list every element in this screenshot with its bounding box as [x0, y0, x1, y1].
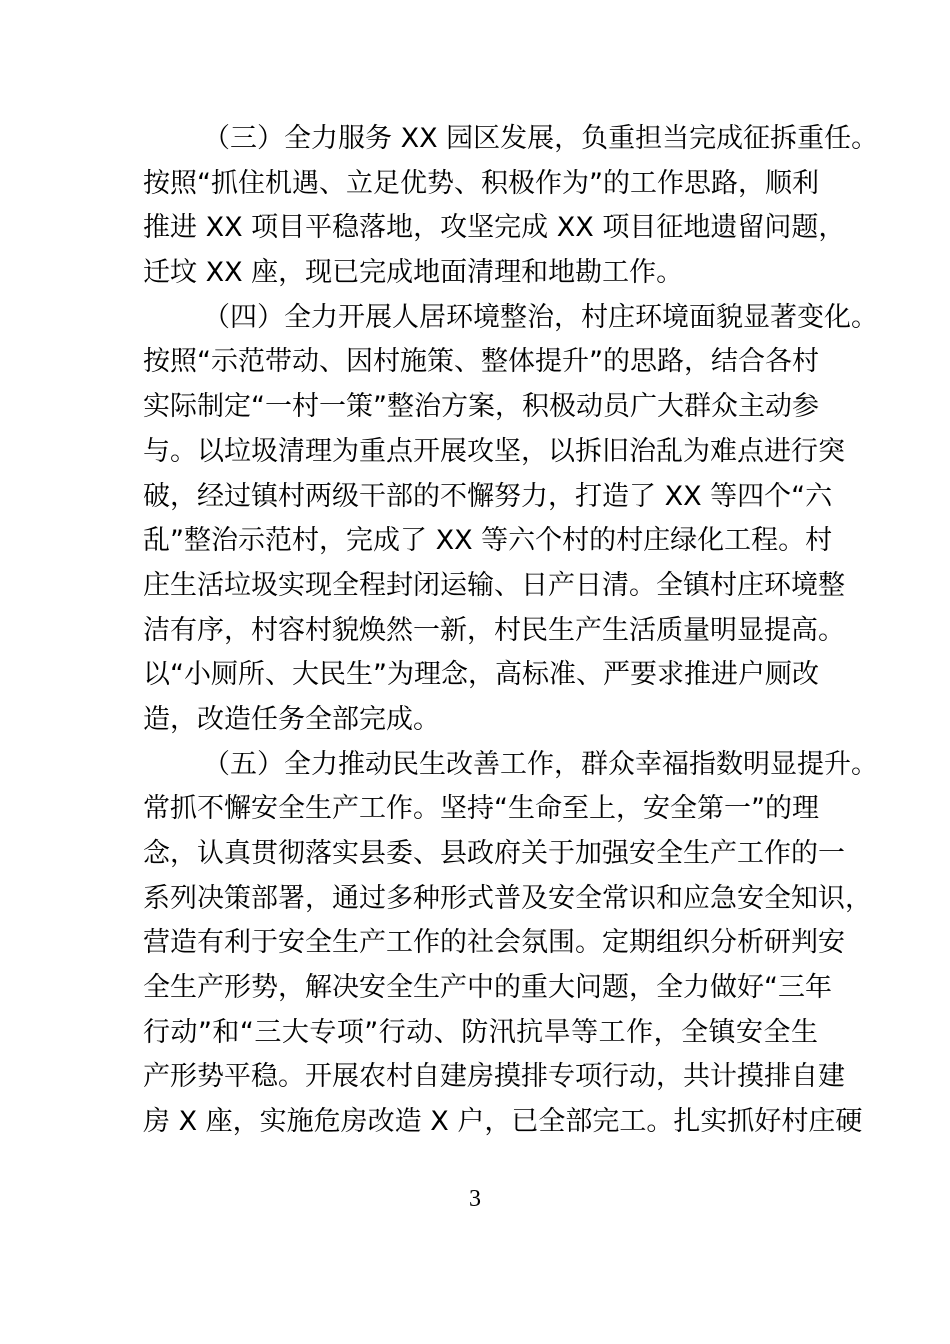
- section-heading-4: （四）全力开展人居环境整治，村庄环境面貌显著变化。: [203, 301, 878, 333]
- section-heading-3: （三）全力服务 XX 园区发展，负重担当完成征拆重任。: [203, 123, 879, 154]
- text-line: 产形势平稳。开展农村自建房摸排专项行动，共计摸排自建: [143, 1061, 845, 1093]
- text-line: 推进 XX 项目平稳落地，攻坚完成 XX 项目征地遗留问题，: [143, 212, 846, 244]
- text-line: 全生产形势，解决安全生产中的重大问题，全力做好“三年: [143, 972, 832, 1004]
- text-line: 系列决策部署，通过多种形式普及安全常识和应急安全知识，: [143, 882, 872, 914]
- text-line: 行动”和“三大专项”行动、防汛抗旱等工作，全镇安全生: [143, 1016, 818, 1048]
- text-line: 庄生活垃圾实现全程封闭运输、日产日清。全镇村庄环境整: [143, 569, 845, 601]
- text-line: 洁有序，村容村貌焕然一新，村民生产生活质量明显提高。: [143, 614, 845, 646]
- text-line: 以“小厕所、大民生”为理念，高标准、严要求推进户厕改: [143, 659, 819, 691]
- text-line: 按照“抓住机遇、立足优势、积极作为”的工作思路，顺利: [143, 167, 819, 199]
- text-line: 与。以垃圾清理为重点开展攻坚，以拆旧治乱为难点进行突: [143, 435, 845, 467]
- text-line: 常抓不懈安全生产工作。坚持“生命至上，安全第一”的理: [143, 793, 819, 825]
- text-line: 乱”整治示范村，完成了 XX 等六个村的村庄绿化工程。村: [143, 525, 833, 557]
- text-line: 房 X 座，实施危房改造 X 户，已全部完工。扎实抓好村庄硬: [143, 1106, 863, 1138]
- body-text: [143, 117, 879, 1145]
- text-line: 按照“示范带动、因村施策、整体提升”的思路，结合各村: [143, 346, 819, 378]
- text-line: 破，经过镇村两级干部的不懈努力，打造了 XX 等四个“六: [143, 480, 833, 512]
- text-line: 实际制定“一村一策”整治方案，积极动员广大群众主动参: [143, 391, 819, 423]
- text-line: 造，改造任务全部完成。: [143, 703, 440, 735]
- text-line: 迁坟 XX 座，现已完成地面清理和地勘工作。: [143, 257, 684, 289]
- text-line: 念，认真贯彻落实县委、县政府关于加强安全生产工作的一: [143, 838, 845, 869]
- page-number: 3: [469, 1186, 481, 1212]
- section-heading-5: （五）全力推动民生改善工作，群众幸福指数明显提升。: [203, 748, 878, 780]
- text-line: 营造有利于安全生产工作的社会氛围。定期组织分析研判安: [143, 927, 845, 959]
